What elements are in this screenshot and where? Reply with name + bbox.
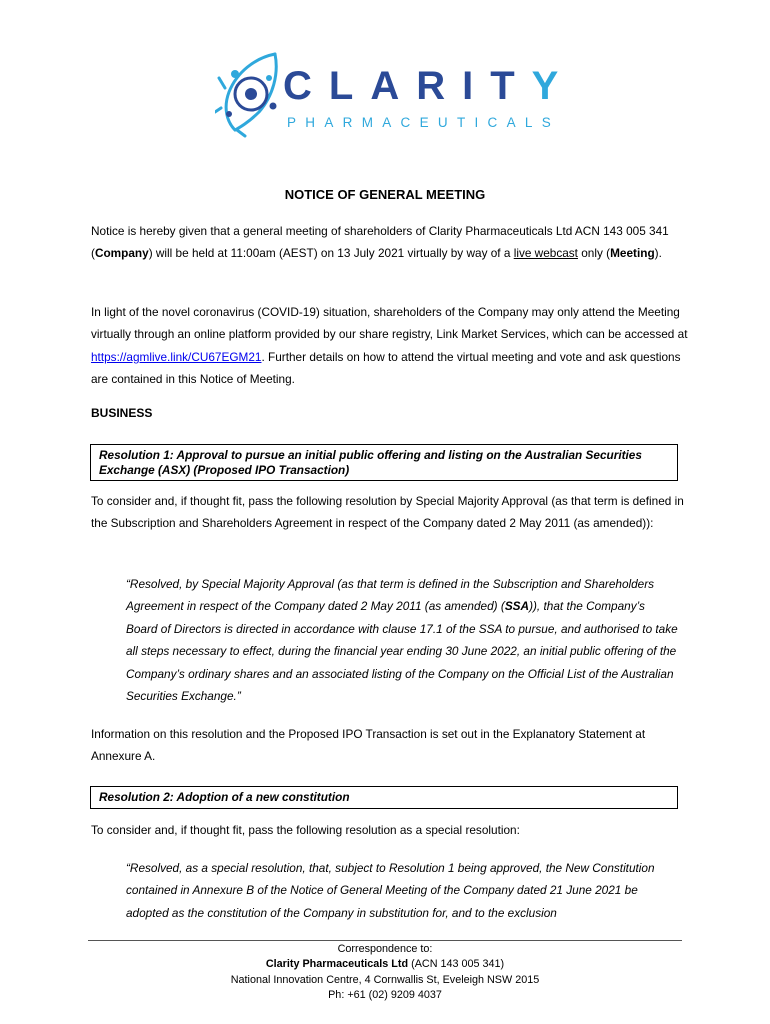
- resolution-1-consider: To consider and, if thought fit, pass the following resolution by Special Majority Approval (as that term is defined in the Subscription and Shareholders Agreement in respect of the Company dated 2 May 2011 (as amended)):: [91, 494, 684, 531]
- resolution-1-quote: “Resolved, by Special Majority Approval (as that term is defined in the Subscription and Shareholders Agreement in respect of the Company dated 2 May 2011 (as amended) (SSA)), that the Company’s Board of Directors is directed in accordance with clause 17.1 of the SSA to pursue, and authorised to take all steps necessary to effect, during the financial year ending 30 June 2022, an initial public offering of the Company’s ordinary shares and an associated listing of the Company on the Official List of the Australian Securities Exchange.”: [126, 577, 678, 704]
- agm-live-link[interactable]: https://agmlive.link/CU67EGM21: [91, 349, 262, 364]
- business-heading: BUSINESS: [91, 406, 153, 420]
- footer-correspondence: Correspondence to:: [337, 943, 433, 955]
- resolution-1-title: Resolution 1: Approval to pursue an initial public offering and listing on the Australian Securities Exchange (ASX) (Proposed IPO Transaction): [90, 444, 678, 481]
- resolution-2-consider: To consider and, if thought fit, pass the following resolution as a special resolution:: [91, 823, 520, 837]
- resolution-2-quote: “Resolved, as a special resolution, that, subject to Resolution 1 being approved, the New Constitution contained in Annexure B of the Notice of General Meeting of the Company dated 21 June 2021 be adopted as the constitution of the Company in substitution for, and to the exclusion: [126, 861, 655, 920]
- footer: [0, 942, 770, 1004]
- intro-paragraph: Notice is hereby given that a general meeting of shareholders of Clarity Pharmaceuticals Ltd ACN 143 005 341 (Company) will be held at 11:00am (AEST) on 13 July 2021 virtually by way of a live webcast only (Meeting).: [91, 224, 669, 261]
- logo-wordmark: CLARITY: [283, 64, 576, 108]
- footer-phone: Ph: +61 (02) 9209 4037: [328, 989, 442, 1002]
- logo-subtitle: PHARMACEUTICALS: [287, 115, 561, 130]
- footer-address: National Innovation Centre, 4 Cornwallis St, Eveleigh NSW 2015: [230, 973, 540, 986]
- footer-company: Clarity Pharmaceuticals Ltd (ACN 143 005 341): [265, 958, 505, 971]
- covid-paragraph: In light of the novel coronavirus (COVID-19) situation, shareholders of the Company may only attend the Meeting virtually through an online platform provided by our share registry, Link Market Services, which can be accessed at https://agmlive.link/CU67EGM21. Further details on how to attend the virtual meeting and vote and ask questions are contained in this Notice of Meeting.: [91, 305, 688, 387]
- resolution-1-info: Information on this resolution and the Proposed IPO Transaction is set out in the Explanatory Statement at Annexure A.: [91, 727, 646, 764]
- resolution-2-title: Resolution 2: Adoption of a new constitution: [90, 786, 678, 809]
- page-title: NOTICE OF GENERAL MEETING: [284, 187, 486, 202]
- live-webcast-link[interactable]: live webcast: [513, 246, 578, 261]
- footer-divider: [88, 940, 682, 941]
